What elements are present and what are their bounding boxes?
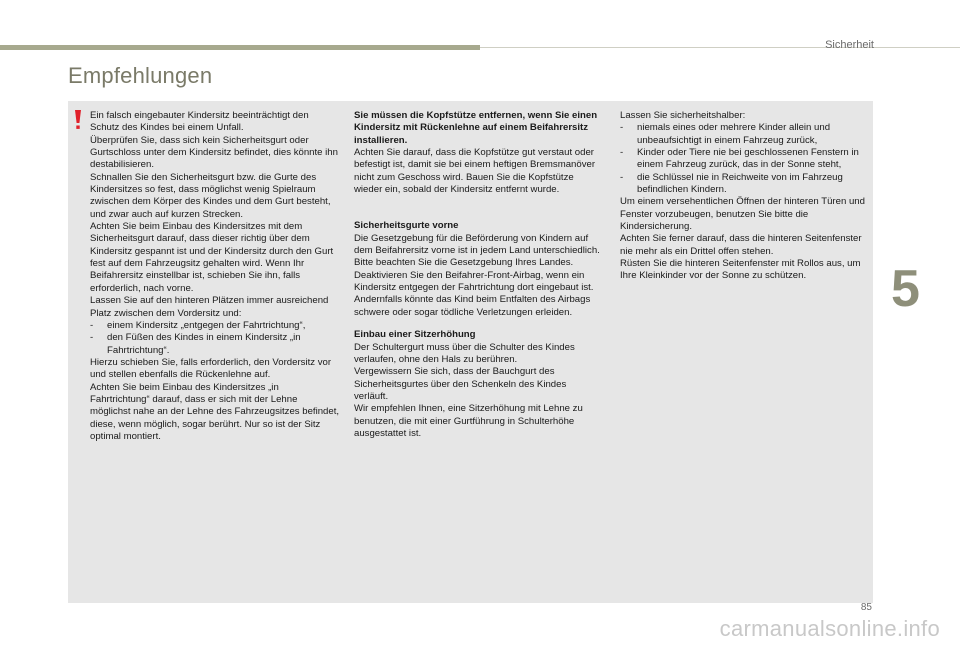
paragraph: Wir empfehlen Ihnen, eine Sitzerhöhung mit Lehne zu benutzen, die mit einer Gurtführung in Schulterhöhe ausgestattet ist. (354, 403, 583, 439)
paragraph: Überprüfen Sie, dass sich kein Sicherheitsgurt oder Gurtschloss unter dem Kindersitz befindet, dies könnte ihn destabilisieren. (90, 134, 338, 171)
paragraph: Die Gesetzgebung für die Beförderung von Kindern auf dem Beifahrersitz vorne ist in jedem Land unterschiedlich. Bitte beachten Sie die Gesetzgebung Ihres Landes. (354, 232, 600, 269)
paragraph: Hierzu schieben Sie, falls erforderlich, den Vordersitz vor und stellen ebenfalls die Rückenlehne auf. (90, 356, 332, 381)
paragraph: Achten Sie beim Einbau des Kindersitzes mit dem Sicherheitsgurt darauf, dass dieser richtig über dem Kindersitz gespannt ist und der Kindersitz durch den Gurt fest auf dem Fahrzeugsitz gehalten wird. Wenn Ihr Beifahrersitz einstellbar ist, schieben Sie ihn, falls erforderlich, nach vorne. (90, 221, 334, 294)
paragraph: Rüsten Sie die hinteren Seitenfenster mit Rollos aus, um Ihre Kleinkinder vor der Sonne zu schützen. (620, 258, 861, 282)
watermark: carmanualsonline.info (719, 616, 940, 641)
page-title: Empfehlungen (68, 63, 213, 88)
paragraph: Der Schultergurt muss über die Schulter des Kindes verlaufen, ohne den Hals zu berühren. (354, 341, 575, 365)
paragraph: Um einem versehentlichen Öffnen der hinteren Türen und Fenster vorzubeugen, benutzen Sie bitte die Kindersicherung. (620, 196, 865, 233)
paragraph: Schnallen Sie den Sicherheitsgurt bzw. die Gurte des Kindersitzes so fest, dass möglichst wenig Spielraum zwischen dem Körper des Kindes und dem Gurt besteht, und zwar auch auf kurzen Strecken. (90, 171, 331, 220)
list-item: - den Füßen des Kindes in einem Kindersitz „in Fahrtrichtung“. (90, 332, 340, 357)
precautions-list (620, 122, 866, 196)
chapter-number: 5 (891, 260, 920, 318)
list-item: - die Schlüssel nie in Reichweite von im Fahrzeug befindlichen Kindern. (620, 172, 866, 197)
front-seat-belts-heading: Sicherheitsgurte vorne (354, 220, 459, 232)
paragraph: Achten Sie beim Einbau des Kindersitzes „in Fahrtrichtung“ darauf, dass er sich mit der Lehne möglichst nahe an der Lehne des Fahrzeugsitzes befindet, diese, wenn möglich, sogar berührt. Nur so ist der Sitz optimal montiert. (90, 381, 340, 442)
page-number: 85 (860, 602, 872, 613)
paragraph: Vergewissern Sie sich, dass der Bauchgurt des Sicherheitsgurtes über den Schenkeln des Kindes verläuft. (354, 366, 567, 402)
warning-exclamation-icon (74, 110, 82, 130)
paragraph: Achten Sie ferner darauf, dass die hinteren Seitenfenster nie mehr als ein Drittel offen stehen. (620, 233, 862, 257)
rear-space-list (90, 320, 340, 357)
headrest-heading: Sie müssen die Kopfstütze entfernen, wenn Sie einen Kindersitz mit Rückenlehne auf einem Beifahrersitz installieren. (354, 110, 598, 146)
column-headrest-and-belts (354, 110, 602, 440)
header-rule (480, 47, 960, 48)
column-safety-precautions (620, 110, 866, 283)
booster-seat-heading: Einbau einer Sitzerhöhung (354, 329, 476, 341)
paragraph: Ein falsch eingebauter Kindersitz beeinträchtigt den Schutz des Kindes bei einem Unfall. (90, 110, 309, 134)
section-label: Sicherheit (825, 39, 874, 51)
list-item: - Kinder oder Tiere nie bei geschlossenen Fenstern in einem Fahrzeug zurück, das in der Sonne steht, (620, 147, 866, 172)
paragraph: Lassen Sie auf den hinteren Plätzen immer ausreichend Platz zwischen dem Vordersitz und: (90, 295, 329, 319)
column-child-seat-installation (90, 110, 340, 443)
header-accent-bar (0, 45, 480, 50)
list-item: - einem Kindersitz „entgegen der Fahrtrichtung“, (90, 320, 340, 332)
paragraph: Achten Sie darauf, dass die Kopfstütze gut verstaut oder befestigt ist, damit sie bei einem heftigen Bremsmanöver nicht zum Geschoss wird. Bauen Sie die Kopfstütze wieder ein, sobald der Kindersitz entfernt wurde. (354, 147, 596, 196)
paragraph: Deaktivieren Sie den Beifahrer-Front-Airbag, wenn ein Kindersitz entgegen der Fahrtrichtung dort eingebaut ist. (354, 269, 594, 294)
paragraph: Andernfalls könnte das Kind beim Entfalten des Airbags schwere oder sogar tödliche Verletzungen erleiden. (354, 294, 591, 318)
list-item: - niemals eines oder mehrere Kinder allein und unbeaufsichtigt in einem Fahrzeug zurück, (620, 122, 866, 147)
paragraph: Lassen Sie sicherheitshalber: (620, 110, 746, 121)
